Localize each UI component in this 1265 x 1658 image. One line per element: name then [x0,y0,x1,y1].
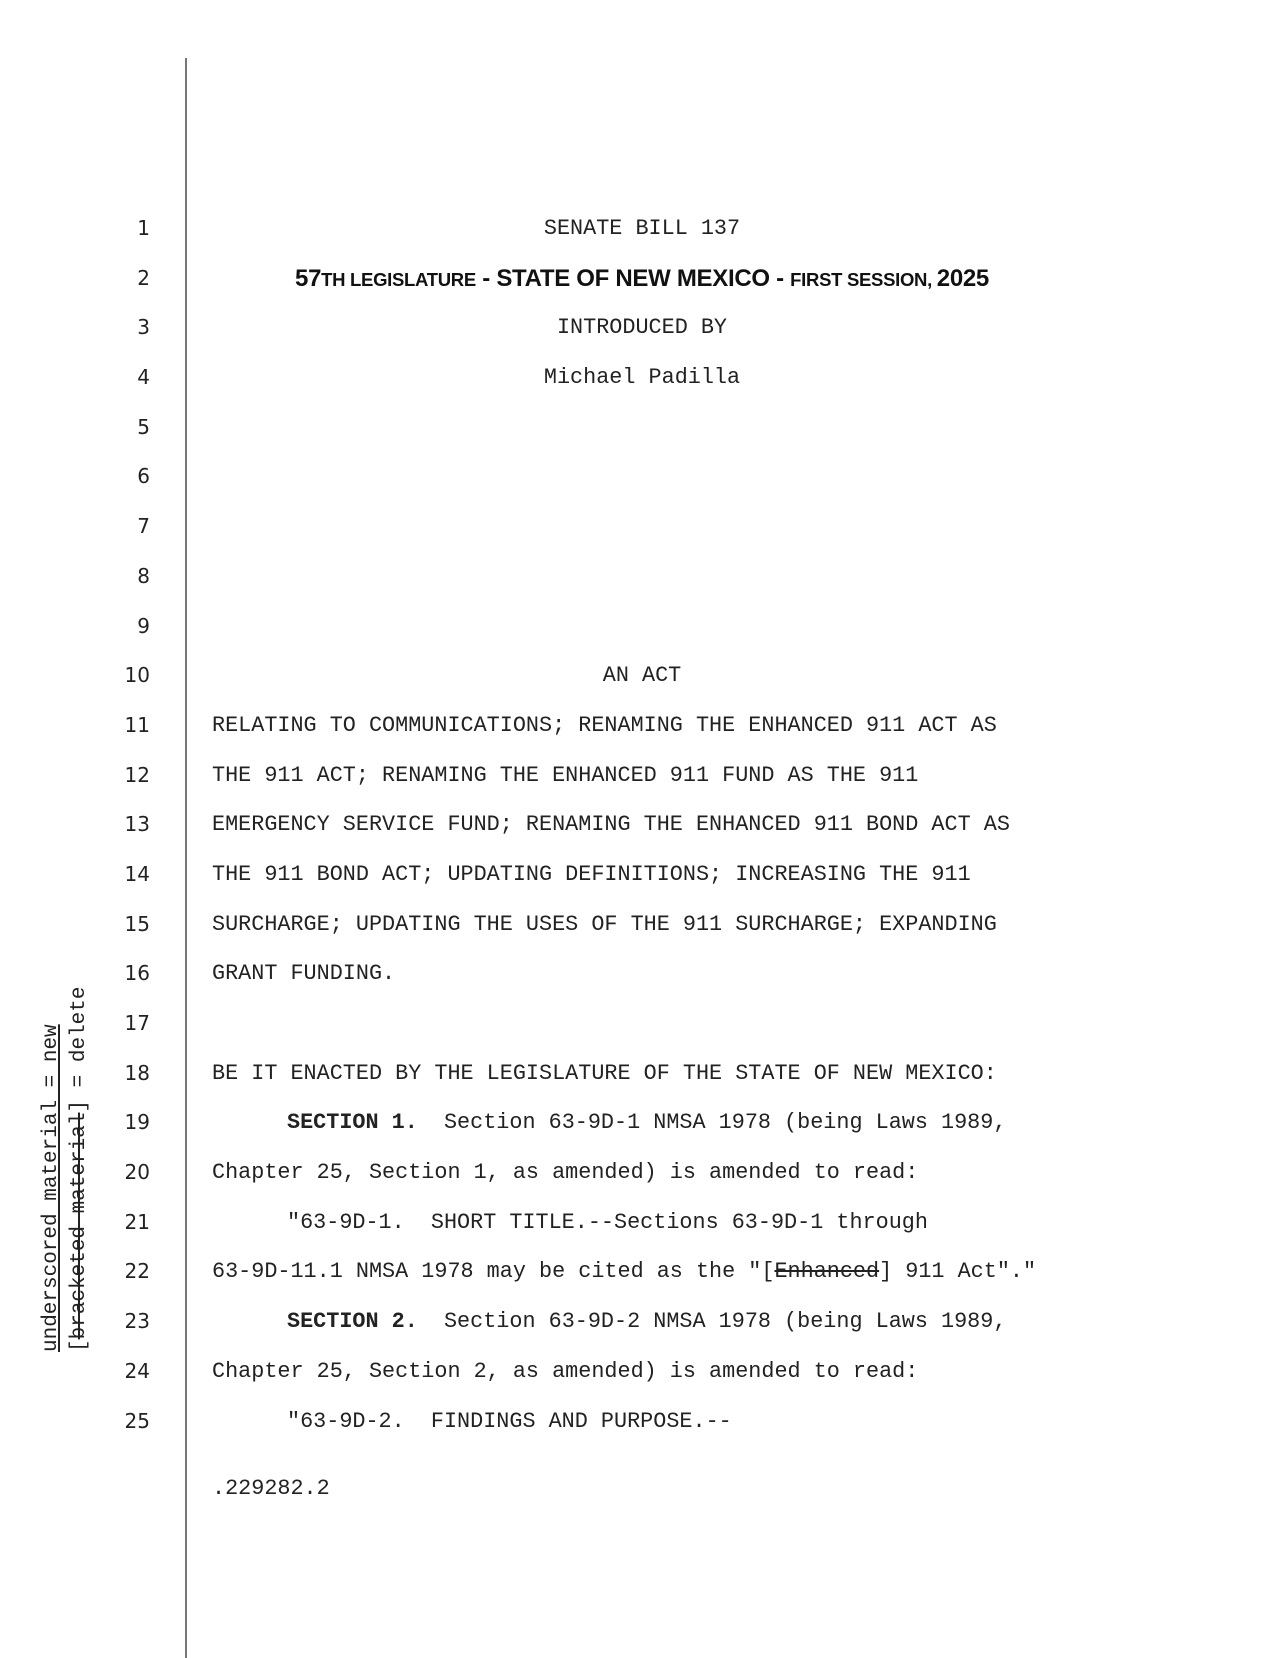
enacting-clause: BE IT ENACTED BY THE LEGISLATURE OF THE STATE OF NEW MEXICO: [212,1060,997,1086]
line-number: 17 [124,1011,150,1035]
line-number: 5 [137,414,150,439]
h-num: 57 [295,264,322,292]
title-line: RELATING TO COMMUNICATIONS; RENAMING THE ENHANCED 911 ACT AS [212,712,997,738]
section-label: SECTION 1. [287,1110,418,1136]
document-id: .229282.2 [212,1476,330,1501]
line-number: 18 [124,1060,150,1085]
line-number: 15 [124,911,150,936]
section-1-cont: Chapter 25, Section 1, as amended) is amended to read: [212,1160,919,1186]
sponsor: Michael Padilla [543,365,741,391]
section-1-quote-cont [212,1247,1212,1297]
section-text: Section 63-9D-2 NMSA 1978 (being Laws 1989, [417,1309,1007,1335]
line-number: 10 [124,663,150,688]
line-number-rule [185,58,187,1658]
section-text: Section 63-9D-1 NMSA 1978 (being Laws 1989, [417,1110,1007,1136]
title-line: EMERGENCY SERVICE FUND; RENAMING THE ENHANCED 911 BOND ACT AS [212,812,1010,838]
line-number: 20 [124,1160,150,1185]
legend-underscored: underscored material = new [40,1024,63,1352]
margin-legend-new [40,1024,63,1352]
quote-text: 63-9D-11.1 NMSA 1978 may be cited as the "[ [212,1259,775,1285]
line-number: 16 [124,961,150,986]
line-number: 25 [124,1408,150,1433]
legend-struck: bracketed material [68,1112,91,1340]
line-number: 13 [124,812,150,837]
legend-delete: ] = delete [68,986,91,1113]
line-numbers [95,204,150,1446]
margin-legend-delete [68,987,91,1352]
line-number: 14 [124,861,150,886]
title-line: SURCHARGE; UPDATING THE USES OF THE 911 SURCHARGE; EXPANDING [212,911,997,937]
section-2 [212,1297,1212,1347]
line-number: 21 [124,1209,150,1234]
legislature-header [212,254,1072,305]
line-number: 4 [137,365,150,390]
section-1 [212,1098,1212,1148]
line-number: 24 [124,1358,150,1383]
line-number: 22 [124,1259,150,1284]
introduced-by: INTRODUCED BY [556,315,728,341]
title-line: THE 911 BOND ACT; UPDATING DEFINITIONS; INCREASING THE 911 [212,861,971,887]
deleted-text: Enhanced [774,1259,880,1285]
line-number: 12 [124,762,150,787]
line-number: 23 [124,1309,150,1334]
title-line: THE 911 ACT; RENAMING THE ENHANCED 911 FUND AS THE 911 [212,762,919,788]
quote-text: ] 911 Act"." [879,1259,1037,1285]
line-number: 1 [137,216,150,240]
line-number: 6 [137,464,150,489]
h-session: FIRST SESSION, [790,268,937,290]
line-number: 11 [124,712,150,737]
line-number: 8 [137,563,150,588]
section-2-quote: "63-9D-2. FINDINGS AND PURPOSE.-- [287,1408,732,1434]
act-heading: AN ACT [602,663,682,689]
legend-bracket: [ [68,1339,91,1352]
h-sep: - [475,264,497,292]
h-sep: - [769,264,791,292]
section-2-cont: Chapter 25, Section 2, as amended) is amended to read: [212,1358,919,1384]
line-number: 9 [137,613,150,638]
title-line: GRANT FUNDING. [212,961,396,987]
bill-text [212,204,1212,1446]
h-state: STATE OF NEW MEXICO [496,264,770,292]
bill-number: SENATE BILL 137 [543,216,741,241]
h-year: 2025 [936,264,989,292]
line-number: 3 [137,315,150,340]
section-1-quote: "63-9D-1. SHORT TITLE.--Sections 63-9D-1 through [287,1209,928,1235]
line-number: 7 [137,514,150,539]
section-label: SECTION 2. [287,1309,418,1335]
h-th: TH LEGISLATURE [321,268,476,290]
line-number: 2 [137,265,150,290]
line-number: 19 [124,1110,150,1135]
